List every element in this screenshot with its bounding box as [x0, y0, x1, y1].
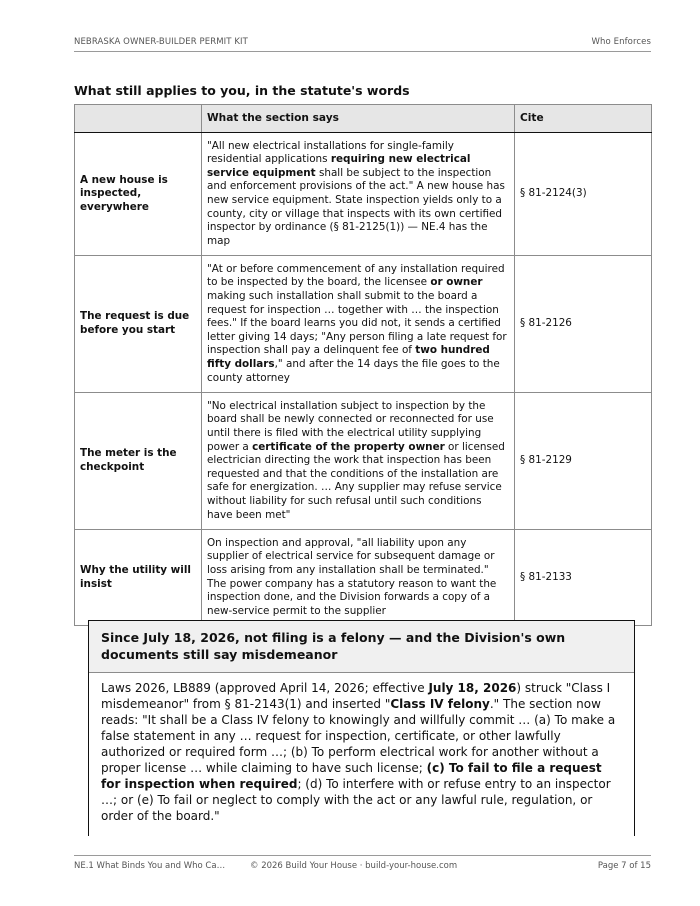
quote-emphasis: requiring new electrical service equipment: [207, 153, 471, 179]
quote-text: On inspection and approval, "all liability upon any supplier of electrical service for subsequent damage or loss arising from any installation shall be terminated." The power company has a statutory reason to want the inspection done, and the Division forwards a copy of a new-service permit to the supplier: [207, 536, 497, 617]
row-label: Why the utility will insist: [75, 530, 202, 626]
quote-emphasis: two hundred fifty dollars: [207, 344, 490, 370]
quote-text: "No electrical installation subject to inspection by the board shall be newly connected or reconnected for use until there is filed with the electrical utility supplying power a: [207, 399, 494, 453]
section-title: What still applies to you, in the statute's words: [74, 83, 410, 98]
statute-cite: § 81-2126: [515, 256, 652, 393]
quote-text: making such installation shall submit to the board a request for inspection … together with … the inspection fees." If the board learns you did not, it sends a certified letter giving 14 days; "Any person filing a late request for inspection shall pay a delinquent fee of: [207, 290, 507, 357]
statute-quote: [202, 530, 515, 626]
callout-text: ." The section now reads: "It shall be a Class IV felony to knowingly and willfully commit … (a) To make a false statement in any … request for inspection, certificate, or other lawfully authorized or required form …; (b) To perform electrical work for another without a proper license … while claiming to have such license;: [101, 697, 616, 775]
callout-emphasis: (c) To fail to file a request for inspection when required: [101, 761, 602, 791]
callout-title: Since July 18, 2026, not filing is a felony — and the Division's own documents still say misdemeanor: [89, 621, 634, 673]
callout-emphasis: Class IV felony: [390, 697, 490, 711]
row-label: A new house is inspected, everywhere: [75, 133, 202, 256]
statute-cite: § 81-2129: [515, 393, 652, 530]
callout-text: Laws 2026, LB889 (approved April 14, 2026; effective: [101, 681, 429, 695]
page-header: [74, 37, 651, 52]
page-footer: [74, 855, 651, 876]
callout-body: [89, 673, 634, 824]
statute-cite: § 81-2124(3): [515, 133, 652, 256]
statute-quote: [202, 133, 515, 256]
statute-quote: [202, 393, 515, 530]
quote-text: "At or before commencement of any installation required to be inspected by the board, the licensee: [207, 262, 505, 289]
footer-chapter: NE.1 What Binds You and Who Ca…: [74, 861, 226, 871]
statute-table: [74, 104, 652, 626]
column-header-cite: Cite: [515, 105, 652, 133]
quote-text: "All new electrical installations for single-family residential applications: [207, 139, 454, 166]
footer-page-number: Page 7 of 15: [597, 861, 651, 871]
header-section-name: Who Enforces: [591, 37, 651, 47]
callout-text: ; (d) To interfere with or refuse entry to an inspector …; or (e) To fail or neglect to comply with the act or any lawful rule, regulation, or order of the board.": [101, 777, 611, 823]
header-kit-title: NEBRASKA OWNER-BUILDER PERMIT KIT: [74, 37, 248, 47]
table-row: [75, 530, 652, 626]
column-header-topic: [75, 105, 202, 133]
quote-text: ," and after the 14 days the file goes to the county attorney: [207, 357, 500, 384]
callout-emphasis: July 18, 2026: [428, 681, 517, 695]
statute-cite: § 81-2133: [515, 530, 652, 626]
table-row: [75, 256, 652, 393]
felony-callout: [88, 620, 635, 836]
footer-copyright: © 2026 Build Your House · build-your-house.com: [250, 861, 458, 871]
quote-emphasis: or owner: [430, 276, 483, 289]
quote-emphasis: certificate of the property owner: [252, 440, 445, 453]
callout-text: ) struck "Class I misdemeanor" from § 81-2143(1) and inserted ": [101, 681, 611, 711]
statute-quote: [202, 256, 515, 393]
column-header-says: What the section says: [202, 105, 515, 133]
row-label: The request is due before you start: [75, 256, 202, 393]
table-row: [75, 393, 652, 530]
quote-text: shall be subject to the inspection and enforcement provisions of the act." A new house has new service equipment. State inspection yields only to a county, city or village that inspects with its own certified inspector by ordinance (§ 81-2125(1)) — NE.4 has the map: [207, 166, 505, 247]
table-header-row: [75, 105, 652, 133]
table-row: [75, 133, 652, 256]
row-label: The meter is the checkpoint: [75, 393, 202, 530]
quote-text: or licensed electrician directing the work that inspection has been requested and that the conditions of the installation are safe for energization. … Any supplier may refuse service without liability for such refusal until such conditions have been met": [207, 440, 505, 521]
